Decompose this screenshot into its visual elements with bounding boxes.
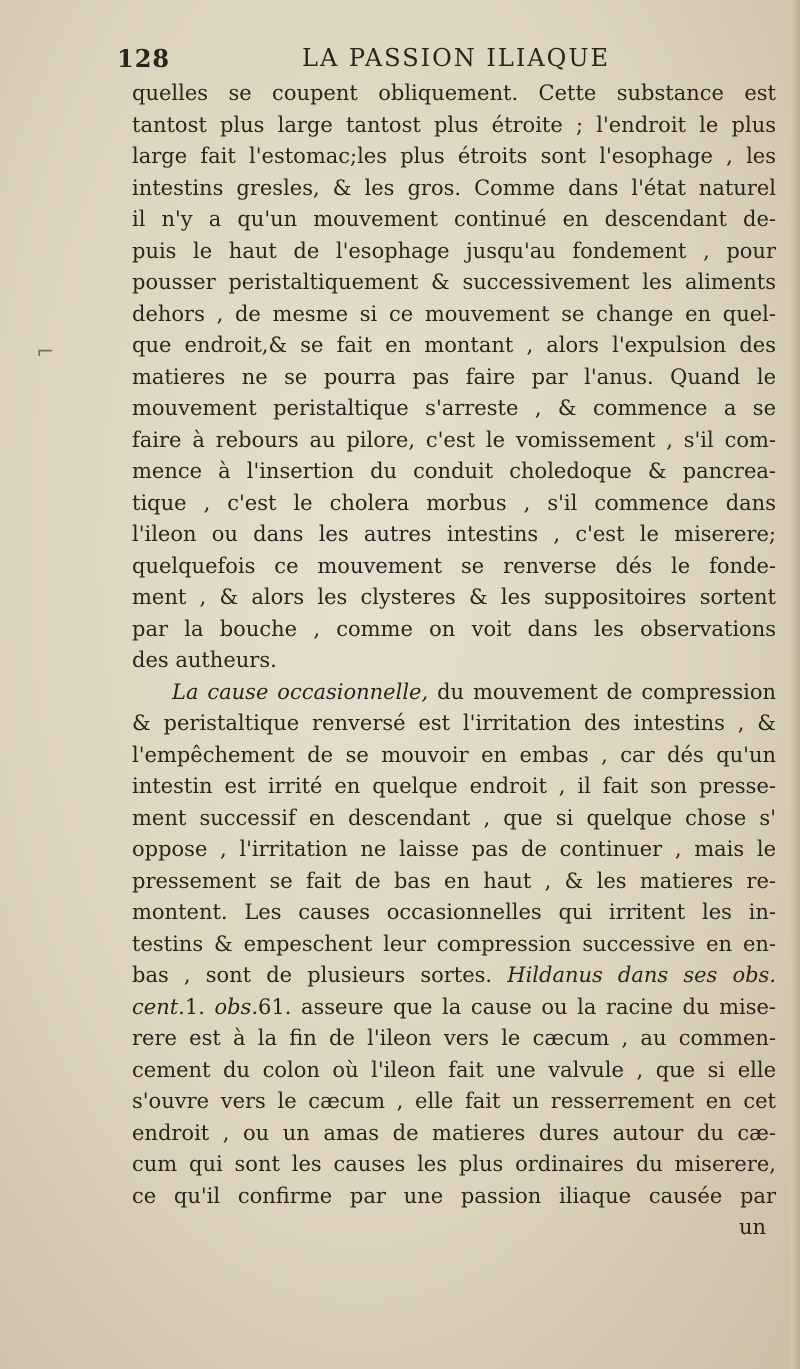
- text-line: [132, 677, 776, 709]
- text-line: endroit , ou un amas de matieres dures autour du cæ-: [132, 1120, 776, 1145]
- text-line: quelles se coupent obliquement. Cette substance est: [132, 81, 776, 105]
- text-line: [132, 992, 776, 1024]
- text-line: ment , & alors les clysteres & les suppositoires sortent: [132, 585, 776, 609]
- text-line: pousser peristaltiquement & successivement les aliments: [132, 270, 776, 294]
- paragraph-2: [132, 677, 776, 1244]
- text-line: quelquefois ce mouvement se renverse dés le fonde-: [132, 553, 776, 578]
- text-line: mence à l'insertion du conduit choledoque & pancrea-: [132, 459, 776, 483]
- text-line: matieres ne se pourra pas faire par l'anus. Quand le: [132, 364, 776, 389]
- ref-text: 61. asseure que la cause ou la racine du mise-: [258, 994, 777, 1019]
- ref-text: bas , sont de plusieurs sortes.: [132, 963, 508, 987]
- text-line: pressement se fait de bas en haut , & les matieres re-: [132, 868, 776, 893]
- margin-mark: ⌐: [36, 340, 55, 365]
- text-line: cum qui sont les causes les plus ordinaires du miserere,: [132, 1152, 776, 1176]
- text-line: [132, 960, 776, 992]
- running-title: LA PASSION ILIAQUE: [302, 44, 611, 72]
- text-line: que endroit,& se fait en montant , alors l'expulsion des: [132, 333, 776, 357]
- ref-text: 1.: [184, 994, 215, 1019]
- text-line: oppose , l'irritation ne laisse pas de continuer , mais le: [132, 837, 776, 861]
- lead-rest: du mouvement de compression: [428, 679, 776, 704]
- text-line: & peristaltique renversé est l'irritation des intestins , &: [132, 711, 776, 735]
- text-line: montent. Les causes occasionnelles qui irritent les in-: [132, 900, 776, 924]
- text-line: cement du colon où l'ileon fait une valvule , que si elle: [132, 1057, 776, 1082]
- body-text: [132, 78, 776, 1244]
- text-line: intestins gresles, & les gros. Comme dans l'état naturel: [132, 175, 776, 200]
- text-line: l'ileon ou dans les autres intestins , c'est le miserere;: [132, 522, 776, 546]
- text-line: des autheurs.: [132, 648, 277, 672]
- italic-lead: La cause occasionnelle,: [172, 679, 429, 704]
- text-line: tique , c'est le cholera morbus , s'il commence dans: [132, 490, 776, 515]
- text-line: ce qu'il confirme par une passion iliaque causée par: [132, 1183, 776, 1208]
- text-line: ment successif en descendant , que si quelque chose s': [132, 805, 776, 830]
- text-line: intestin est irrité en quelque endroit , il fait son presse-: [132, 774, 776, 798]
- text-line: mouvement peristaltique s'arreste , & commence a se: [132, 396, 776, 420]
- text-line: testins & empeschent leur compression successive en en-: [132, 931, 776, 956]
- page-number: 128: [117, 44, 171, 73]
- text-line: large fait l'estomac;les plus étroits sont l'esophage , les: [132, 144, 776, 168]
- text-line: s'ouvre vers le cæcum , elle fait un resserrement en cet: [132, 1089, 776, 1113]
- text-line: puis le haut de l'esophage jusqu'au fondement , pour: [132, 238, 776, 263]
- page-edge: [790, 0, 800, 1369]
- ref-italic: obs.: [214, 994, 258, 1019]
- text-line: dehors , de mesme si ce mouvement se change en quel-: [132, 301, 776, 326]
- ref-italic: Hildanus dans ses obs.: [507, 963, 776, 987]
- catchword: un: [738, 1215, 766, 1239]
- text-line: faire à rebours au pilore, c'est le vomissement , s'il com-: [132, 427, 776, 452]
- text-line: il n'y a qu'un mouvement continué en descendant de-: [132, 207, 776, 231]
- text-line: par la bouche , comme on voit dans les observations: [132, 616, 776, 641]
- ref-italic: cent.: [132, 994, 185, 1019]
- text-line: rere est à la fin de l'ileon vers le cæcum , au commen-: [132, 1026, 776, 1050]
- paragraph-1: [132, 78, 776, 677]
- text-line: tantost plus large tantost plus étroite ; l'endroit le plus: [132, 112, 776, 137]
- text-line: l'empêchement de se mouvoir en embas , car dés qu'un: [132, 742, 776, 767]
- page-header: [117, 44, 767, 78]
